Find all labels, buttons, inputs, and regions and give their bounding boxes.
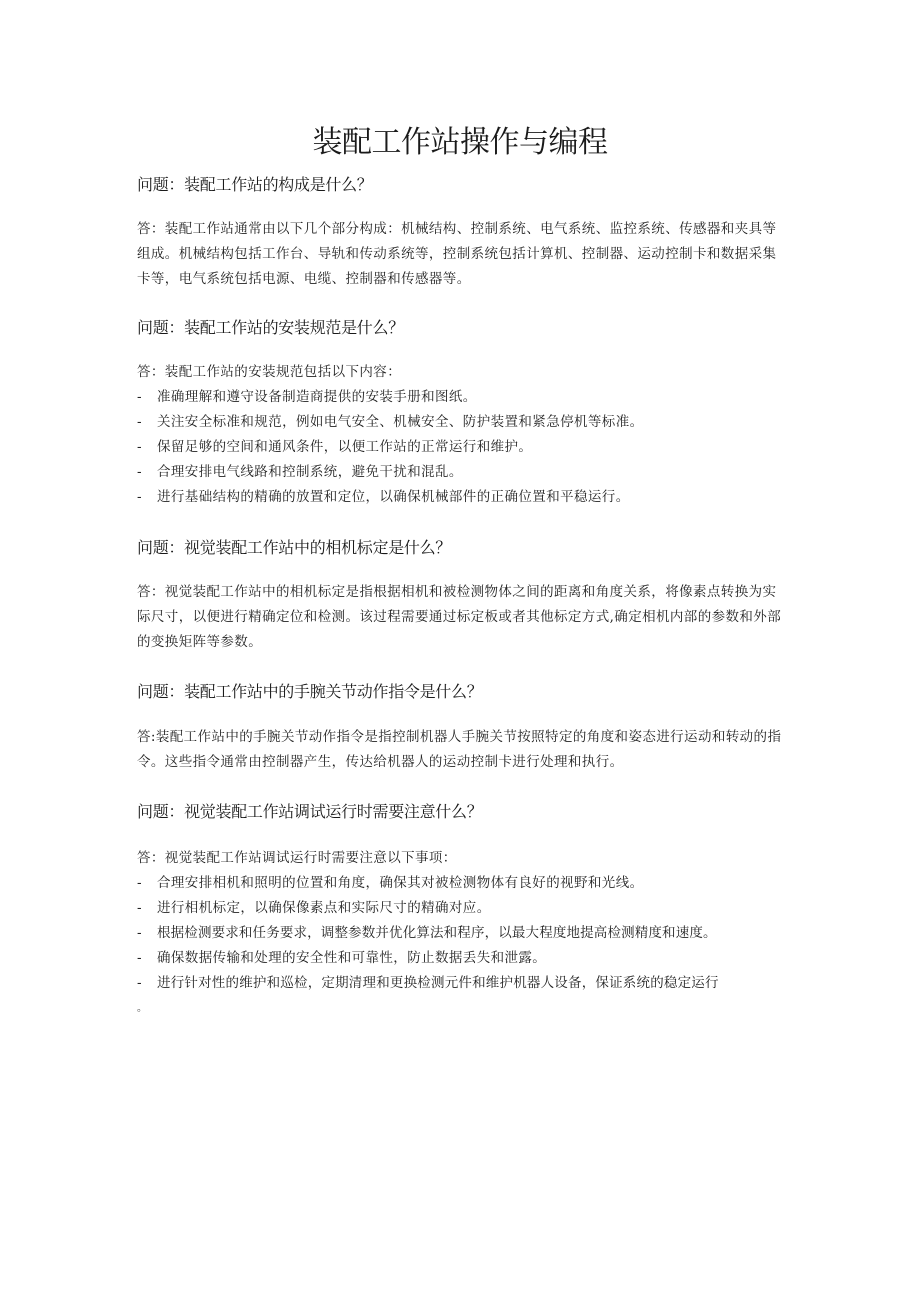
answer-paragraph: 答:装配工作站中的手腕关节动作指令是指控制机器人手腕关节按照特定的角度和姿态进行运动和转动的指令。这些指令通常由控制器产生，传达给机器人的运动控制卡进行处理和执行。 [137, 729, 782, 770]
list-item-text: 合理安排电气线路和控制系统，避免干扰和混乱。 [157, 464, 463, 480]
list-item-text: 根据检测要求和任务要求，调整参数并优化算法和程序，以最大程度地提高检测精度和速度。 [157, 925, 717, 941]
bullet-dash: - [137, 389, 142, 405]
question-heading: 问题：装配工作站的安装规范是什么？ [137, 318, 404, 337]
list-item [137, 921, 717, 946]
list-item [137, 460, 463, 485]
list-item [137, 435, 532, 460]
list-item-text: 进行相机标定，以确保像素点和实际尺寸的精确对应。 [157, 900, 491, 916]
list-item [137, 385, 477, 410]
list-item [137, 410, 644, 435]
bullet-dash: - [137, 489, 142, 505]
answer-intro: 答：视觉装配工作站调试运行时需要注意以下事项： [137, 850, 457, 866]
page-title: 装配工作站操作与编程 [312, 125, 608, 160]
question-heading: 问题：视觉装配工作站调试运行时需要注意什么？ [137, 802, 483, 821]
list-item-text: 确保数据传输和处理的安全性和可靠性，防止数据丢失和泄露。 [157, 950, 547, 966]
bullet-dash: - [137, 900, 142, 916]
list-item [137, 896, 491, 921]
list-item [137, 485, 630, 510]
bullet-dash: - [137, 464, 142, 480]
list-item [137, 971, 719, 996]
list-item-text: 进行基础结构的精确的放置和定位，以确保机械部件的正确位置和平稳运行。 [157, 489, 630, 505]
bullet-dash: - [137, 439, 142, 455]
question-heading: 问题：视觉装配工作站中的相机标定是什么？ [137, 538, 452, 557]
list-item [137, 946, 546, 971]
question-heading: 问题：装配工作站的构成是什么？ [137, 175, 373, 194]
bullet-dash: - [137, 414, 142, 430]
answer-paragraph: 答：装配工作站通常由以下几个部分构成：机械结构、控制系统、电气系统、监控系统、传感器和夹具等组成。机械结构包括工作台、导轨和传动系统等，控制系统包括计算机、控制器、运动控制卡和数据采集卡等，电气系统包括电源、电缆、控制器和传感器等。 [137, 221, 777, 287]
list-item-text: 保留足够的空间和通风条件，以便工作站的正常运行和维护。 [157, 439, 533, 455]
list-item-text: 关注安全标准和规范，例如电气安全、机械安全、防护装置和紧急停机等标准。 [157, 414, 644, 430]
list-item-text: 准确理解和遵守设备制造商提供的安装手册和图纸。 [157, 389, 477, 405]
list-item-text: 合理安排相机和照明的位置和角度，确保其对被检测物体有良好的视野和光线。 [157, 875, 644, 891]
bullet-dash: - [137, 875, 142, 891]
question-heading: 问题：装配工作站中的手腕关节动作指令是什么？ [137, 682, 483, 701]
bullet-dash: - [137, 925, 142, 941]
trailing-period: 。 [137, 1003, 147, 1014]
answer-intro: 答：装配工作站的安装规范包括以下内容： [137, 364, 402, 380]
bullet-dash: - [137, 950, 142, 966]
bullet-dash: - [137, 975, 142, 991]
answer-paragraph: 答：视觉装配工作站中的相机标定是指根据相机和被检测物体之间的距离和角度关系，将像素点转换为实际尺寸，以便进行精确定位和检测。该过程需要通过标定板或者其他标定方式,确定相机内部的参数和外部的变换矩阵等参数。 [137, 584, 782, 650]
list-item [137, 871, 644, 896]
list-item-text: 进行针对性的维护和巡检，定期清理和更换检测元件和维护机器人设备，保证系统的稳定运行 [157, 975, 719, 991]
